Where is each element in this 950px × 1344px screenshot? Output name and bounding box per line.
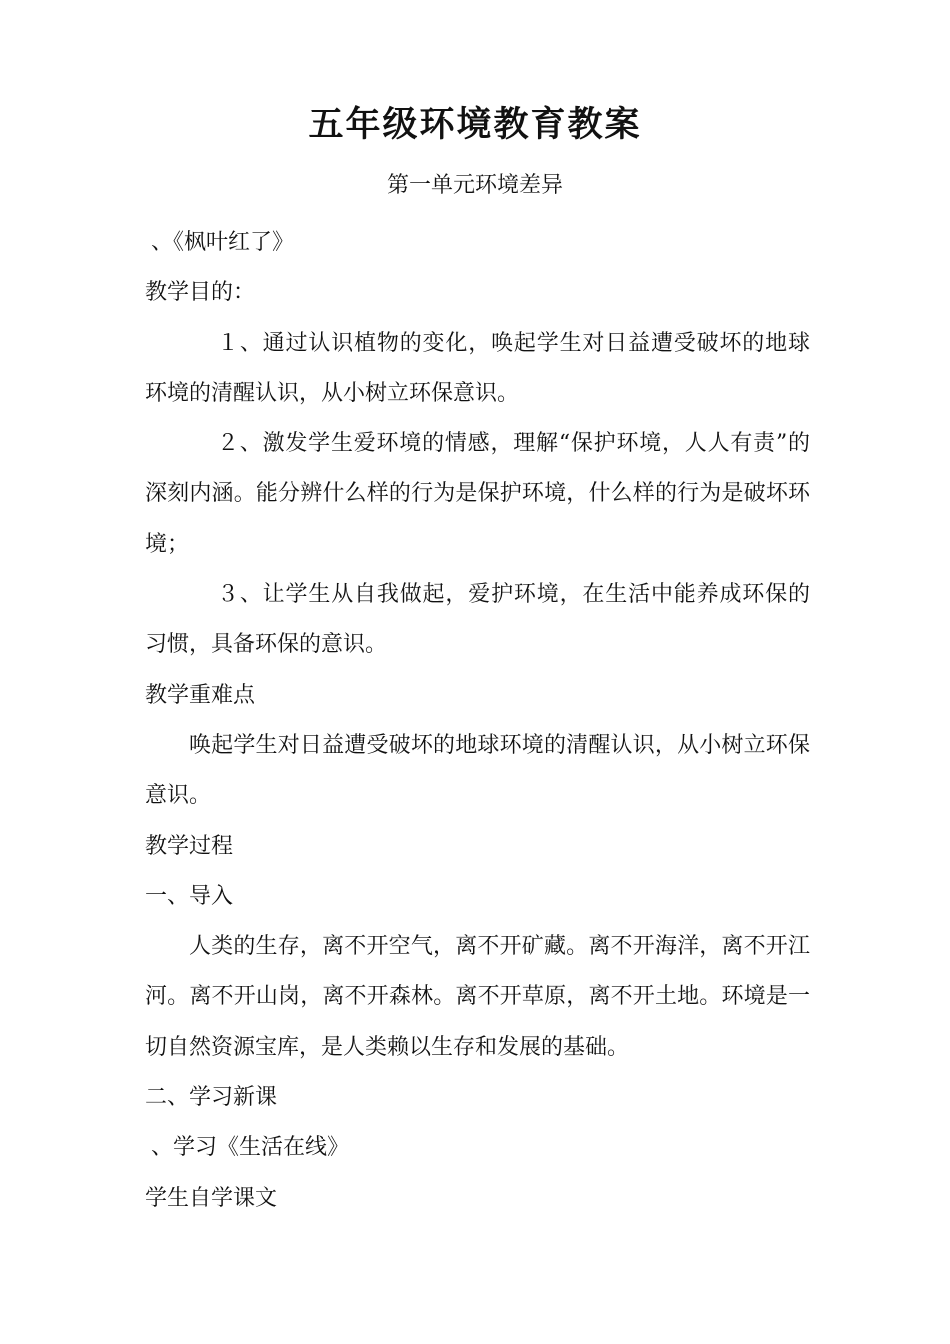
key-points-text: 唤起学生对日益遭受破坏的地球环境的清醒认识，从小树立环保意识。	[145, 732, 810, 809]
unit-title: 第一单元环境差异	[386, 173, 563, 198]
goal-item-2: ２、激发学生爱环境的情感，理解“保护环境，人人有责”的深刻内涵。能分辨什么样的行为是保护环境，什么样的行为是破坏环境；	[145, 431, 810, 557]
goals-heading: 教学目的：	[145, 280, 256, 306]
goal-item-1: １、通过认识植物的变化，唤起学生对日益遭受破坏的地球环境的清醒认识，从小树立环保意识。	[145, 330, 810, 406]
section-1-text: 人类的生存，离不开空气，离不开矿藏。离不开海洋，离不开江河。离不开山岗，离不开森林。离不开草原，离不开土地。环境是一切自然资源宝库，是人类赖以生存和发展的基础。	[145, 934, 810, 1060]
section-2-sub-heading: 、学习《生活在线》	[151, 1135, 350, 1161]
section-1-heading: 一、导入	[145, 883, 234, 909]
goal-item-3: ３、让学生从自我做起，爱护环境，在生活中能养成环保的习惯，具备环保的意识。	[145, 582, 810, 658]
process-heading: 教学过程	[145, 833, 234, 859]
lesson-heading: 、《枫叶红了》	[151, 230, 295, 255]
document-body	[145, 218, 810, 1224]
self-study-text: 学生自学课文	[145, 1185, 278, 1211]
document-title: 五年级环境教育教案	[308, 105, 642, 145]
key-points-heading: 教学重难点	[145, 682, 256, 708]
section-2-heading: 二、学习新课	[145, 1085, 278, 1111]
